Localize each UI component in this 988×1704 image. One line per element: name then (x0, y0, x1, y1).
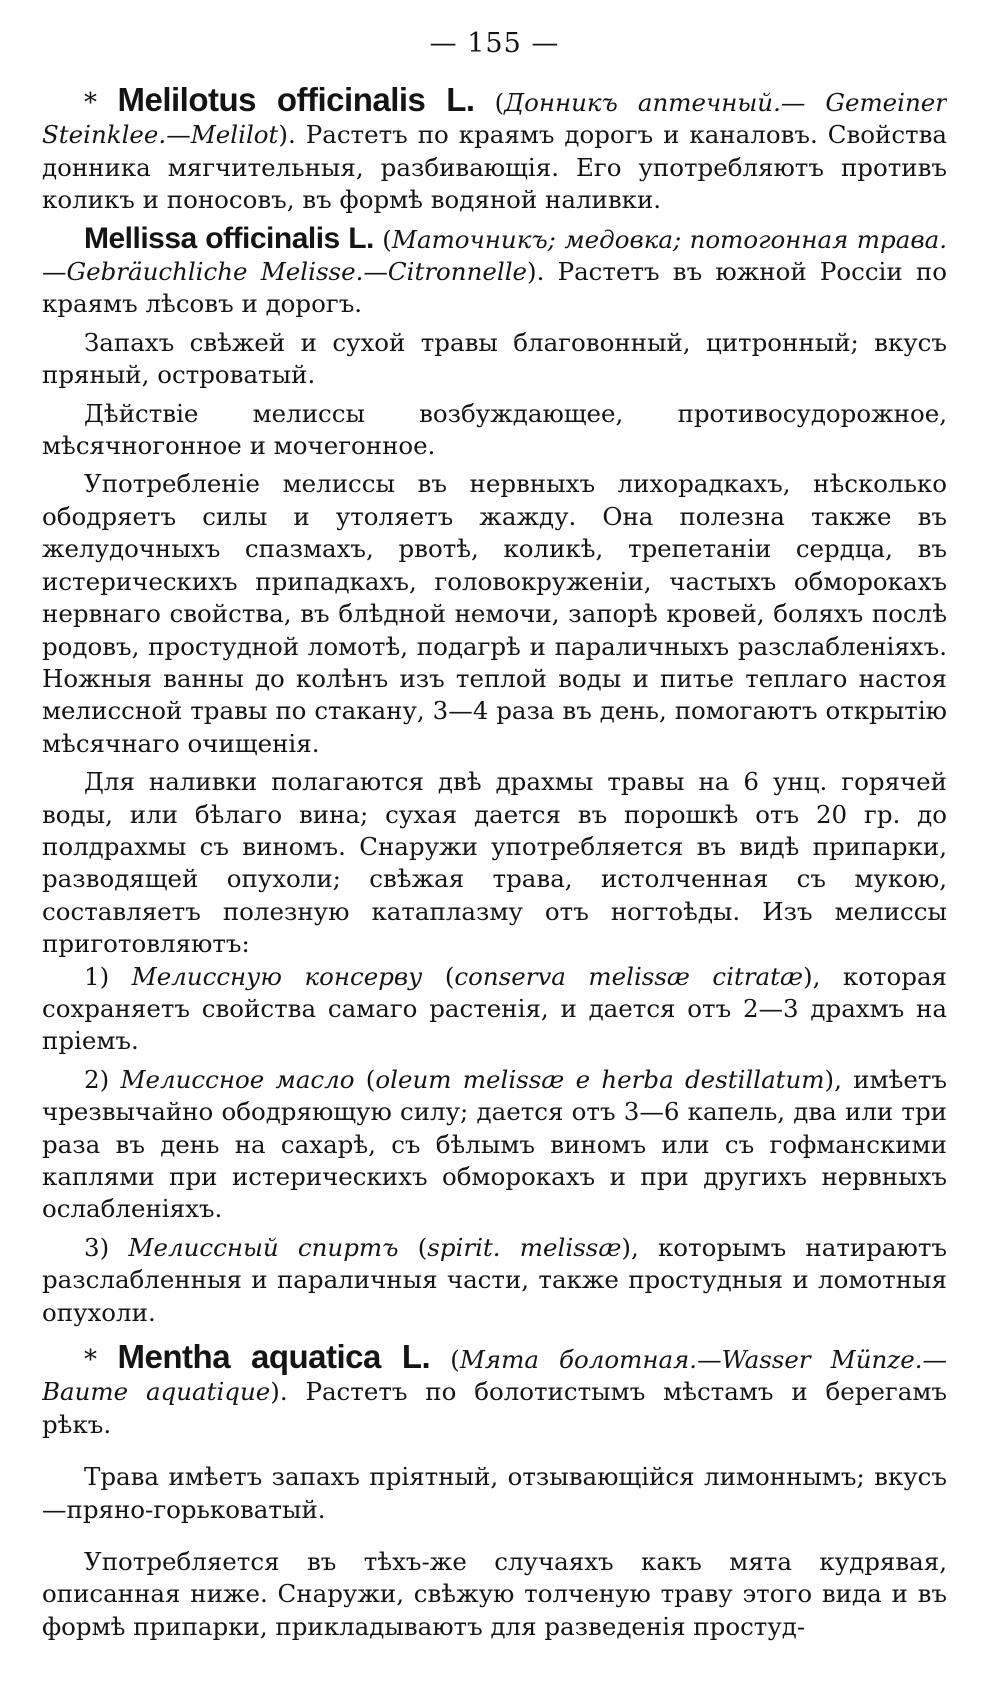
entry-melilotus (42, 81, 947, 217)
entry-star: * (84, 88, 118, 118)
preparation-item (42, 961, 947, 1058)
book-page (42, 24, 947, 1684)
paragraph: Употребленіе мелиссы въ нервныхъ лихорадкахъ, нѣсколько ободряетъ силы и утоляетъ жажду. Она полезна также въ желудочныхъ спазмахъ, рвотѣ, коликѣ, трепетаніи сердца, въ истерическихъ припадкахъ, головокруженіи, частыхъ обморокахъ нервнаго свойства, въ блѣдной немочи, запорѣ кровей, боляхъ послѣ родовъ, простудной ломотѣ, подагрѣ и параличныхъ разслабленіяхъ. Ножныя ванны до колѣнъ изъ теплой воды и питье теплаго настоя мелиссной травы по стакану, 3—4 раза въ день, помогаютъ открытію мѣсячнаго очищенія. (42, 469, 947, 758)
entry-common-names: Маточникъ; медовка; потогонная трава.—Gebräuchliche Melisse.—Citronnelle (42, 224, 947, 287)
paragraph: Дѣйствіе мелиссы возбуждающее, противосудорожное, мѣсячногонное и мочегонное. (42, 398, 947, 461)
paren-close: ). (278, 120, 306, 150)
paren-close: ), (824, 1064, 854, 1094)
entry-title: Melilotus officinalis L. (117, 81, 475, 118)
paren-close: ). (527, 257, 558, 287)
paren-close: ), (621, 1232, 658, 1262)
preparation-item (42, 1232, 947, 1329)
entry-text: Растетъ по краямъ дорогъ и каналовъ. Свойства донника мягчительныя, разбивающія. Его употребляютъ противъ коликъ и поносовъ, въ формѣ водяной наливки. (42, 120, 947, 215)
paragraph: Запахъ свѣжей и сухой травы благовонный, цитронный; вкусъ пряный, островатый. (42, 327, 947, 390)
paragraph: Употребляется въ тѣхъ-же случаяхъ какъ мята кудрявая, описанная ниже. Снаружи, свѣжую толченую траву этого вида и въ формѣ припарки, прикладываютъ для разведенія простуд- (42, 1547, 947, 1641)
paragraph: Трава имѣетъ запахъ пріятный, отзывающійся лимоннымъ; вкусъ—пряно-горьковатый. (42, 1462, 947, 1524)
entry-melissa (42, 223, 947, 321)
paren-open: ( (422, 961, 455, 991)
paren-open: ( (430, 1345, 460, 1375)
entry-title: Mentha aquatica L. (117, 1338, 431, 1376)
preparation-name: Мелиссный спиртъ (128, 1232, 399, 1262)
entry-mentha (42, 1338, 947, 1441)
paren-open: ( (354, 1064, 376, 1094)
entry-title: Mellissa officinalis L. (84, 221, 374, 255)
entry-common-names: Донникъ аптечный.— Gemeiner Steinklee.—Melilot (42, 88, 947, 150)
preparation-name: Мелиссную консерву (131, 961, 423, 991)
item-number: 3) (84, 1232, 129, 1262)
paren-close: ). (270, 1377, 306, 1407)
preparation-text: которая сохраняетъ свойства самаго растенія, и дается отъ 2—3 драхмъ на пріемъ. (42, 961, 947, 1056)
preparation-latin: conserva melissæ citratæ (454, 961, 804, 991)
preparation-text: имѣетъ чрезвычайно ободряющую силу; дается отъ 3—6 капель, два или три раза въ день на сахарѣ, съ бѣлымъ виномъ или съ гофманскими каплями при истерическихъ обморокахъ и при другихъ нервныхъ ослабленіяхъ. (42, 1064, 947, 1224)
page-number: — 155 — (429, 28, 560, 59)
paren-open: ( (474, 88, 505, 117)
item-number: 1) (84, 961, 132, 991)
entry-common-names: Мята болотная.—Wasser Münze.—Baume aquatique (42, 1345, 947, 1407)
preparation-name: Мелиссное масло (120, 1064, 355, 1094)
paren-open: ( (398, 1232, 428, 1262)
entry-text: Растетъ въ южной Россіи по краямъ лѣсовъ и дорогъ. (42, 257, 947, 319)
preparation-latin: oleum melissæ e herba destillatum (375, 1064, 825, 1094)
paren-open: ( (373, 224, 392, 254)
preparation-latin: spirit. melissæ (427, 1232, 622, 1262)
preparation-text: которымъ натираютъ разслабленныя и параличныя части, также простудныя и ломотныя опухоли. (42, 1232, 947, 1327)
preparation-item (42, 1064, 947, 1226)
entry-text: Растетъ по болотистымъ мѣстамъ и берегамъ рѣкъ. (42, 1377, 947, 1439)
item-number: 2) (84, 1064, 121, 1094)
entry-star: * (84, 1345, 118, 1376)
paren-close: ), (803, 961, 843, 991)
paragraph: Для наливки полагаются двѣ драхмы травы на 6 унц. горячей воды, или бѣлаго вина; сухая дается въ порошкѣ отъ 20 гр. до полдрахмы съ виномъ. Снаружи употребляется въ видѣ припарки, разводящей опухоли; свѣжая трава, истолченная съ мукою, составляетъ полезную катаплазму отъ ногтоѣды. Изъ мелиссы приготовляютъ: (42, 767, 947, 959)
